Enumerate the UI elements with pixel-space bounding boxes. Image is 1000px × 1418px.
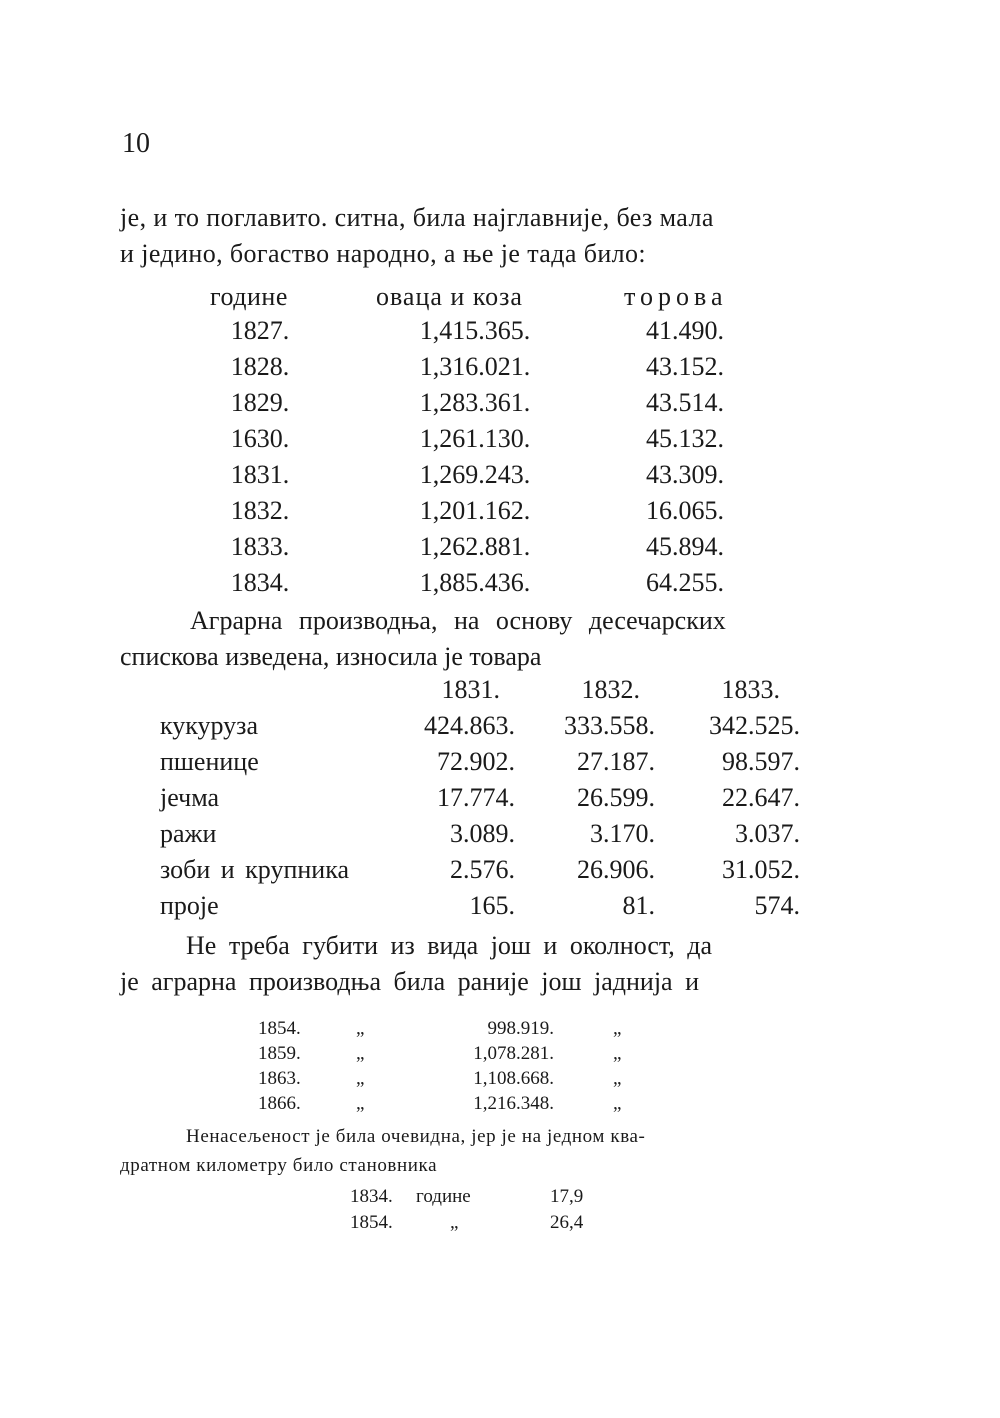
ditto-mark: „ (613, 1043, 622, 1064)
livestock-table (200, 282, 760, 602)
cell-folds: 43.152. (646, 352, 724, 381)
cell-1831: 2.576. (450, 855, 515, 884)
table-header-row (160, 675, 800, 711)
crop-name: кукуруза (160, 711, 258, 740)
cell-folds: 16.065. (646, 496, 724, 525)
table-row (160, 819, 800, 855)
cell-year: 1828. (230, 352, 290, 381)
cell-folds: 64.255. (646, 568, 724, 597)
header-year-1833: 1833. (721, 675, 780, 704)
text-line: Не треба губити из вида још и околност, да (186, 931, 713, 960)
cell-year: 1834. (230, 568, 290, 597)
cell-folds: 45.132. (646, 424, 724, 453)
cell-1832: 3.170. (590, 819, 655, 848)
cell-sheep: 1,283.361. (419, 388, 531, 417)
cell-year: 1863. (258, 1068, 301, 1089)
cell-folds: 43.309. (646, 460, 724, 489)
cell-sheep: 1,201.162. (419, 496, 531, 525)
population-table (258, 1018, 638, 1122)
crops-table (160, 675, 800, 925)
cell-1832: 26.599. (577, 783, 655, 812)
cell-value: 998.919. (487, 1018, 554, 1039)
cell-sheep: 1,269.243. (419, 460, 531, 489)
text-line: дратном километру било становника (120, 1155, 438, 1176)
density-table (350, 1186, 610, 1242)
cell-year: 1829. (230, 388, 290, 417)
ditto-mark: „ (613, 1093, 622, 1114)
text-line: Ненасељеност је била очевидна, јер је на једном ква- (186, 1126, 646, 1147)
table-row (350, 1186, 610, 1212)
table-row (200, 316, 760, 352)
header-years: године (210, 282, 288, 311)
cell-year: 1630. (230, 424, 290, 453)
text-line: и једино, богаство народно, а ње је тада било: (120, 239, 647, 268)
table-row (258, 1068, 638, 1093)
cell-1831: 17.774. (437, 783, 515, 812)
cell-1831: 165. (469, 891, 515, 920)
cell-1832: 27.187. (577, 747, 655, 776)
cell-year: 1859. (258, 1043, 301, 1064)
cell-1831: 424.863. (424, 711, 515, 740)
cell-year: 1854. (350, 1212, 393, 1233)
table-row (258, 1018, 638, 1043)
cell-1833: 342.525. (709, 711, 800, 740)
cell-folds: 43.514. (646, 388, 724, 417)
header-year-1831: 1831. (441, 675, 500, 704)
cell-year: 1827. (230, 316, 290, 345)
cell-1832: 81. (622, 891, 655, 920)
cell-sheep: 1,415.365. (419, 316, 531, 345)
table-row (200, 424, 760, 460)
table-row (160, 891, 800, 927)
text-line: Аграрна производња, на основу десечарских (190, 606, 726, 635)
table-row (258, 1093, 638, 1118)
table-row (350, 1212, 610, 1238)
ditto-mark: „ (356, 1018, 365, 1039)
text-line: је, и то поглавито. ситна, била најглавније, без мала (120, 203, 714, 232)
header-sheep-goats: оваца и коза (376, 282, 523, 311)
cell-1833: 31.052. (722, 855, 800, 884)
cell-year: 1834. (350, 1186, 393, 1207)
text-line: је аграрна производња била раније још јаднија и (120, 967, 700, 996)
crop-name: ражи (160, 819, 217, 848)
ditto-mark: „ (356, 1068, 365, 1089)
header-year-1832: 1832. (581, 675, 640, 704)
cell-year: 1833. (230, 532, 290, 561)
text-line: спискова изведена, износила је товара (120, 642, 542, 671)
cell-label: године (416, 1186, 471, 1207)
table-row (160, 747, 800, 783)
crop-name: пшенице (160, 747, 259, 776)
cell-value: 17,9 (550, 1186, 584, 1207)
cell-label: „ (450, 1212, 459, 1233)
table-row (200, 496, 760, 532)
cell-value: 1,078.281. (473, 1043, 554, 1064)
cell-1832: 26.906. (577, 855, 655, 884)
table-row (200, 460, 760, 496)
ditto-mark: „ (613, 1068, 622, 1089)
crop-name: проје (160, 891, 219, 920)
table-row (200, 352, 760, 388)
cell-sheep: 1,262.881. (419, 532, 531, 561)
cell-1833: 3.037. (735, 819, 800, 848)
table-row (160, 855, 800, 891)
cell-1833: 22.647. (722, 783, 800, 812)
cell-1831: 72.902. (437, 747, 515, 776)
cell-sheep: 1,885.436. (419, 568, 531, 597)
table-row (200, 388, 760, 424)
cell-year: 1831. (230, 460, 290, 489)
cell-year: 1854. (258, 1018, 301, 1039)
cell-year: 1832. (230, 496, 290, 525)
ditto-mark: „ (356, 1093, 365, 1114)
cell-folds: 41.490. (646, 316, 724, 345)
table-row (160, 783, 800, 819)
crop-name: јечма (160, 783, 220, 812)
cell-1831: 3.089. (450, 819, 515, 848)
cell-folds: 45.894. (646, 532, 724, 561)
cell-1833: 98.597. (722, 747, 800, 776)
cell-1832: 333.558. (564, 711, 655, 740)
table-row (160, 711, 800, 747)
crop-name: зоби и крупника (160, 855, 349, 884)
table-row (200, 532, 760, 568)
cell-year: 1866. (258, 1093, 301, 1114)
cell-value: 1,216.348. (473, 1093, 554, 1114)
cell-value: 26,4 (550, 1212, 584, 1233)
cell-sheep: 1,316.021. (419, 352, 531, 381)
cell-value: 1,108.668. (473, 1068, 554, 1089)
table-row (258, 1043, 638, 1068)
ditto-mark: „ (613, 1018, 622, 1039)
header-folds: торова (624, 282, 728, 311)
page-number: 10 (122, 128, 150, 159)
cell-1833: 574. (754, 891, 800, 920)
ditto-mark: „ (356, 1043, 365, 1064)
cell-sheep: 1,261.130. (419, 424, 531, 453)
table-row (200, 568, 760, 604)
